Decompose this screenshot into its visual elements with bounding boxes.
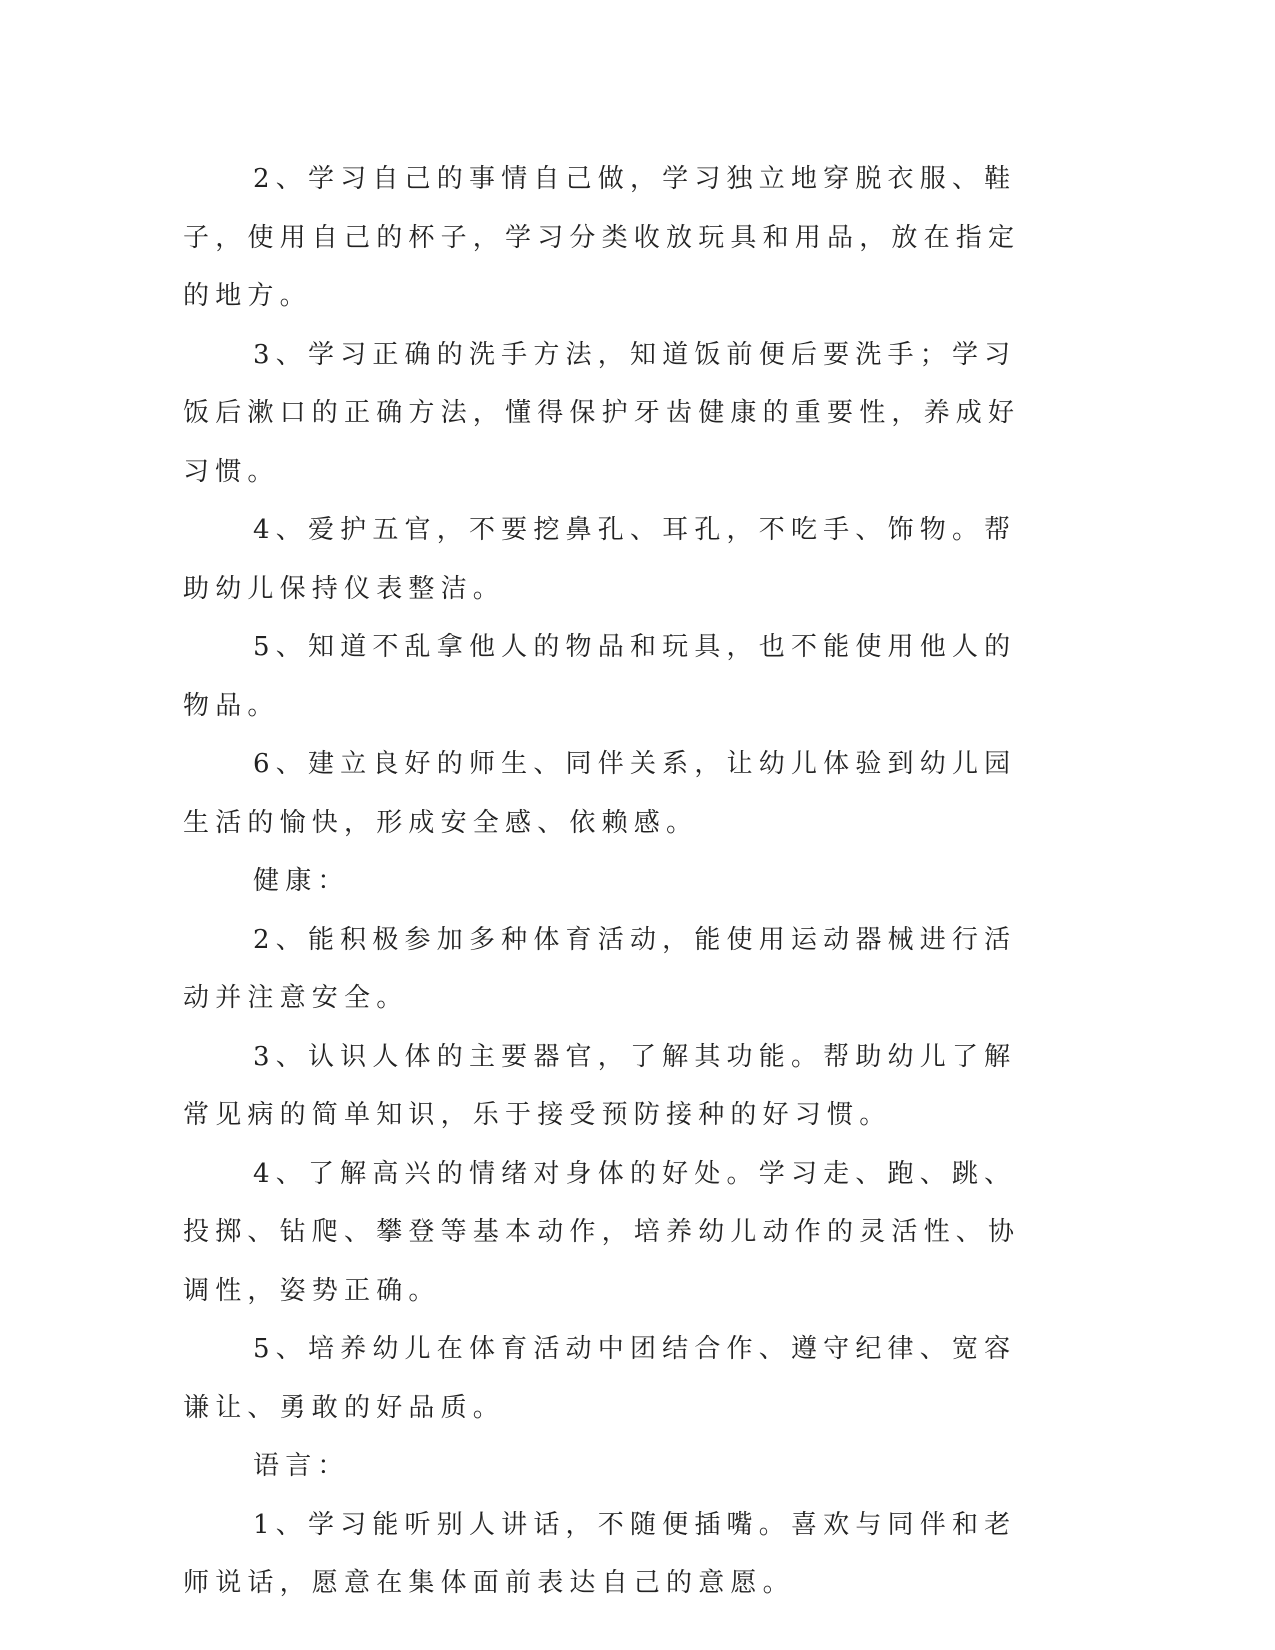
paragraph-health-5: 5、培养幼儿在体育活动中团结合作、遵守纪律、宽容谦让、勇敢的好品质。 xyxy=(183,1334,1017,1423)
paragraph-routine-5: 5、知道不乱拿他人的物品和玩具，也不能使用他人的物品。 xyxy=(183,632,1017,721)
paragraph-language-1: 1、学习能听别人讲话，不随便插嘴。喜欢与同伴和老师说话，愿意在集体面前表达自己的意愿。 xyxy=(183,1509,1017,1598)
document-body xyxy=(183,150,1023,1613)
section-heading-health: 健康： xyxy=(253,866,350,896)
paragraph-health-2: 2、能积极参加多种体育活动，能使用运动器械进行活动并注意安全。 xyxy=(183,924,1017,1013)
paragraph-routine-4: 4、爱护五官，不要挖鼻孔、耳孔，不吃手、饰物。帮助幼儿保持仪表整洁。 xyxy=(183,515,1017,604)
paragraph-health-4: 4、了解高兴的情绪对身体的好处。学习走、跑、跳、投掷、钻爬、攀登等基本动作，培养幼儿动作的灵活性、协调性，姿势正确。 xyxy=(183,1158,1021,1306)
paragraph-routine-2: 2、学习自己的事情自己做，学习独立地穿脱衣服、鞋子，使用自己的杯子，学习分类收放玩具和用品，放在指定的地方。 xyxy=(183,164,1021,311)
paragraph-routine-6: 6、建立良好的师生、同伴关系，让幼儿体验到幼儿园生活的愉快，形成安全感、依赖感。 xyxy=(183,749,1017,838)
paragraph-routine-3: 3、学习正确的洗手方法，知道饭前便后要洗手；学习饭后漱口的正确方法，懂得保护牙齿健康的重要性，养成好习惯。 xyxy=(183,339,1021,487)
section-heading-language: 语言： xyxy=(253,1451,350,1481)
paragraph-health-3: 3、认识人体的主要器官，了解其功能。帮助幼儿了解常见病的简单知识，乐于接受预防接种的好习惯。 xyxy=(183,1041,1017,1130)
